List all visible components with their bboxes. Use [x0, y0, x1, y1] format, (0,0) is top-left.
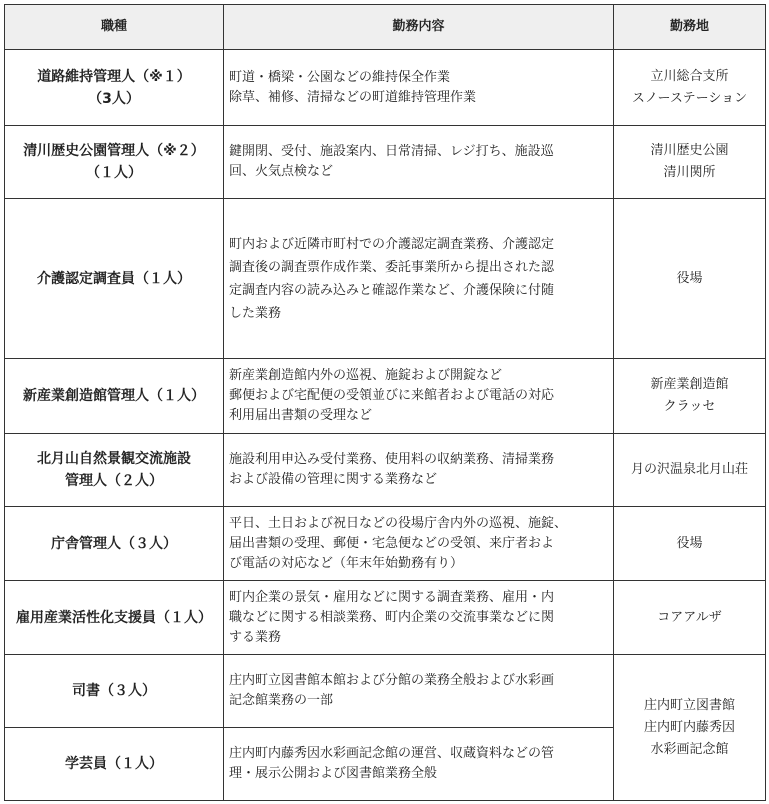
job-type-line: 司書（３人） — [72, 683, 156, 699]
job-type-cell — [5, 728, 224, 801]
header-location: 勤務地 — [614, 5, 766, 50]
job-location-line: 立川総合支所 — [650, 68, 729, 84]
job-content-cell — [224, 126, 614, 199]
job-content-cell — [224, 581, 614, 655]
job-table — [4, 4, 766, 801]
job-location-cell — [614, 655, 766, 801]
job-type-line: 清川歴史公園管理人（※２） — [23, 143, 205, 159]
table-row — [5, 199, 766, 359]
header-row — [5, 5, 766, 50]
job-location-line: コアアルザ — [657, 609, 722, 625]
job-location-cell — [614, 50, 766, 126]
job-content-cell — [224, 655, 614, 728]
job-location-line: 水彩画記念館 — [650, 741, 729, 757]
job-content-cell — [224, 728, 614, 801]
job-type-cell — [5, 50, 224, 126]
job-type-cell — [5, 126, 224, 199]
job-location-line: クラッセ — [663, 399, 716, 414]
job-type-cell — [5, 359, 224, 434]
job-type-line: 道路維持管理人（※１） — [37, 68, 191, 85]
header-content: 勤務内容 — [224, 5, 614, 50]
job-location-line: 役場 — [676, 270, 703, 286]
job-content-line: 定調査内容の読み込みと確認作業など、介護保険に付随 — [229, 282, 555, 298]
job-type-line: 管理人（２人） — [65, 473, 163, 489]
job-content-line: 町内企業の景気・雇用などに関する調査業務、雇用・内 — [229, 589, 555, 605]
job-content-line: 届出書類の受理、郵便・宅急便などの受領、来庁者およ — [229, 535, 555, 551]
job-content-line: 施設利用申込み受付業務、使用料の収納業務、清掃業務 — [229, 452, 555, 467]
job-type-cell — [5, 581, 224, 655]
job-content-line: した業務 — [229, 305, 282, 321]
job-content-line: 庄内町立図書館本館および分館の業務全般および水彩画 — [229, 673, 555, 688]
job-content-line: 新産業創造館内外の巡視、施錠および開錠など — [229, 368, 503, 383]
job-location-line: スノーステーション — [631, 90, 748, 106]
job-content-line: 町内および近隣市町村での介護認定調査業務、介護認定 — [229, 236, 555, 252]
job-location-line: 役場 — [676, 535, 703, 551]
job-type-line: 庁舎管理人（３人） — [51, 535, 177, 552]
job-content-line: 理・展示公開および図書館業務全般 — [229, 766, 438, 781]
job-location-cell — [614, 199, 766, 359]
job-content-line: および設備の管理に関する業務など — [229, 472, 438, 487]
table-row — [5, 434, 766, 507]
job-content-cell — [224, 359, 614, 434]
table-row — [5, 126, 766, 199]
job-content-line: 平日、土日および祝日などの役場庁舎内外の巡視、施錠、 — [229, 515, 568, 531]
job-type-line: 北月山自然景観交流施設 — [37, 451, 191, 467]
job-content-line: 記念館業務の一部 — [229, 693, 334, 708]
job-content-cell — [224, 507, 614, 581]
job-type-line: （１人） — [86, 165, 142, 181]
table-row — [5, 50, 766, 126]
job-content-line: 回、火気点検など — [229, 164, 334, 179]
header-type: 職種 — [5, 5, 224, 50]
job-location-cell — [614, 434, 766, 507]
job-location-line: 月の沢温泉北月山荘 — [630, 462, 748, 477]
job-location-cell — [614, 507, 766, 581]
job-location-line: 庄内町立図書館 — [643, 697, 735, 713]
job-content-line: 郵便および宅配便の受領並びに来館者および電話の対応 — [229, 388, 555, 403]
job-content-line: 除草、補修、清掃などの町道維持管理作業 — [229, 89, 477, 105]
job-location-cell — [614, 126, 766, 199]
job-content-line: 調査後の調査票作成作業、委託事業所から提出された認 — [229, 259, 555, 275]
job-location-cell — [614, 359, 766, 434]
job-content-line: する業務 — [229, 629, 282, 645]
job-type-cell — [5, 507, 224, 581]
job-content-line: 職などに関する相談業務、町内企業の交流事業などに関 — [229, 609, 555, 625]
job-content-cell — [224, 199, 614, 359]
table-row — [5, 581, 766, 655]
job-location-line: 清川関所 — [663, 165, 716, 180]
job-type-cell — [5, 655, 224, 728]
job-content-line: 鍵開閉、受付、施設案内、日常清掃、レジ打ち、施設巡 — [229, 144, 554, 159]
job-type-line: 雇用産業活性化支援員（１人） — [16, 609, 212, 626]
job-content-line: び電話の対応など（年末年始勤務有り） — [229, 555, 464, 571]
job-content-line: 利用届出書類の受理など — [229, 408, 373, 423]
job-location-line: 清川歴史公園 — [650, 143, 729, 158]
table-row — [5, 359, 766, 434]
job-location-line: 庄内町内藤秀因 — [643, 719, 735, 735]
job-type-cell — [5, 434, 224, 507]
table-row — [5, 655, 766, 728]
job-content-line: 町道・橋梁・公園などの維持保全作業 — [229, 69, 451, 85]
job-location-cell — [614, 581, 766, 655]
job-type-cell — [5, 199, 224, 359]
job-location-line: 新産業創造館 — [650, 377, 729, 392]
job-content-cell — [224, 434, 614, 507]
job-content-cell — [224, 50, 614, 126]
job-type-line: 介護認定調査員（１人） — [37, 270, 191, 287]
job-type-line: （3人） — [88, 90, 140, 107]
job-type-line: 新産業創造館管理人（１人） — [23, 388, 205, 404]
table-row — [5, 507, 766, 581]
job-type-line: 学芸員（１人） — [65, 756, 163, 772]
job-content-line: 庄内町内藤秀因水彩画記念館の運営、収蔵資料などの管 — [229, 746, 555, 761]
